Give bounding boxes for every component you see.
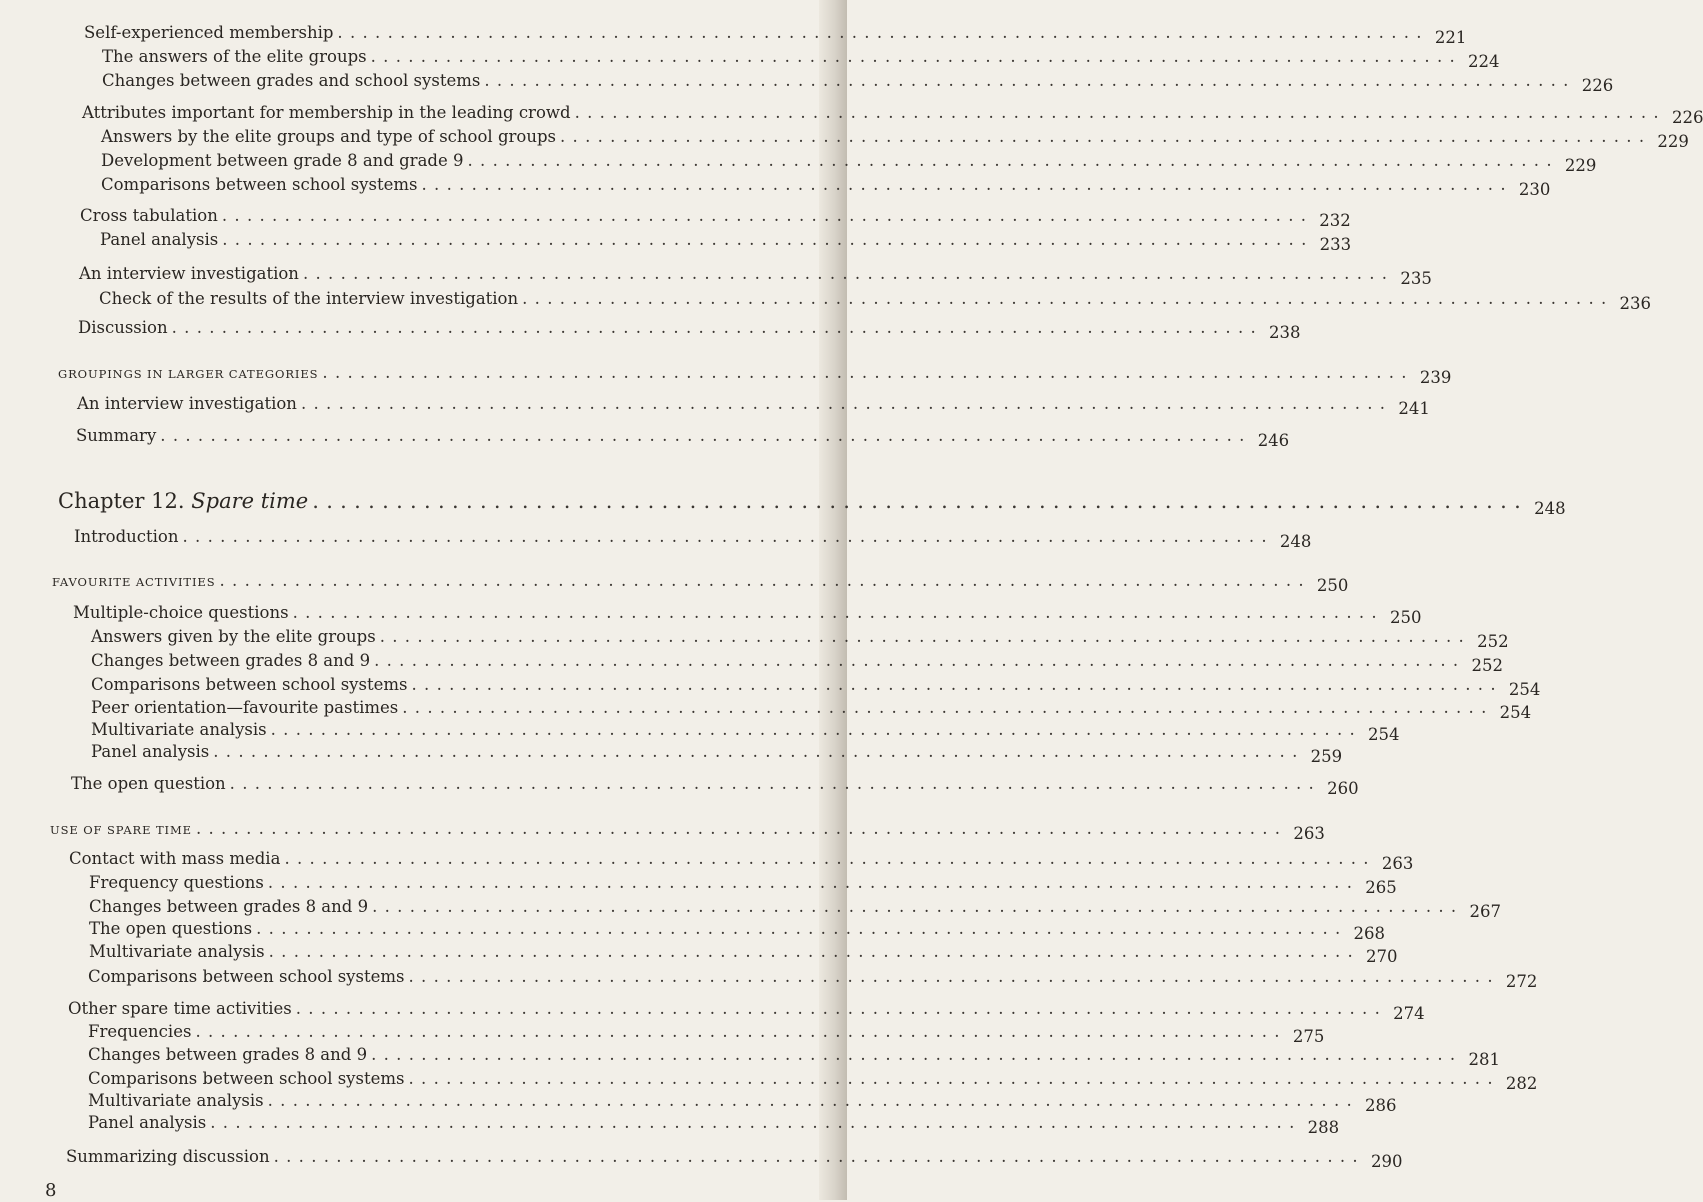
toc-entry-page: 282 [1505, 1074, 1538, 1093]
toc-entry-title: Discussion [78, 318, 168, 337]
dot-leader: ....................................................................................... [268, 942, 1361, 961]
toc-entry-page: 233 [1319, 235, 1352, 254]
toc-entry-page: 236 [1619, 294, 1652, 313]
toc-entry-title: Comparisons between school systems [101, 175, 418, 194]
dot-leader: ....................................................................................... [222, 230, 1314, 249]
toc-section-heading [52, 570, 1349, 595]
toc-entry [73, 602, 1422, 627]
dot-leader: ....................................................................................... [302, 264, 1395, 283]
toc-entry [89, 918, 1386, 943]
toc-entry-page: 250 [1316, 576, 1349, 595]
toc-entry-title: The answers of the elite groups [102, 47, 367, 66]
toc-entry-page: 229 [1564, 156, 1597, 175]
chapter-title [58, 490, 308, 512]
dot-leader: ....................................................................................... [522, 289, 1614, 308]
toc-entry-title: Changes between grades 8 and 9 [91, 651, 371, 670]
dot-leader: ....................................................................................... [408, 967, 1500, 986]
dot-leader: ....................................................................................... [221, 206, 1314, 225]
toc-entry-title: Answers by the elite groups and type of school groups [101, 127, 556, 146]
toc-entry-title: Summary [76, 426, 157, 445]
dot-leader: ....................................................................................... [574, 103, 1666, 122]
toc-entry-title: Answers given by the elite groups [91, 627, 376, 646]
toc-entry-title: Changes between grades and school systems [102, 71, 481, 90]
toc-entry-page: 254 [1508, 680, 1541, 699]
toc-entry-title: Multiple-choice questions [73, 603, 289, 622]
toc-entry-title: Check of the results of the interview investigation [99, 289, 519, 308]
dot-leader: ....................................................................................... [370, 47, 1463, 66]
toc-entry [69, 848, 1414, 873]
dot-leader: ....................................................................................... [402, 698, 1494, 717]
toc-entry-page: 275 [1292, 1027, 1325, 1046]
dot-leader: ....................................................................................... [229, 774, 1322, 793]
toc-entry [91, 626, 1509, 651]
toc-entry-title: Contact with mass media [69, 849, 281, 868]
dot-leader: ....................................................................................... [322, 363, 1414, 382]
toc-entry-title: Introduction [74, 527, 179, 546]
toc-entry-page: 239 [1419, 368, 1452, 387]
toc-entry [101, 126, 1689, 151]
toc-entry-title: Comparisons between school systems [88, 1069, 405, 1088]
toc-entry-title: Frequencies [88, 1022, 192, 1041]
toc-entry-title: GROUPINGS IN LARGER CATEGORIES [58, 367, 319, 381]
toc-entry-page: 252 [1477, 632, 1509, 651]
toc-entry [88, 1090, 1397, 1115]
toc-entry [82, 102, 1703, 127]
toc-entry-page: 248 [1279, 532, 1312, 551]
dot-leader: ....................................................................................... [213, 742, 1305, 761]
toc-entry [89, 896, 1501, 921]
toc-entry-page: 263 [1293, 824, 1325, 843]
toc-entry [91, 719, 1400, 744]
toc-entry [101, 150, 1597, 175]
dot-leader: ....................................................................................... [371, 1045, 1463, 1064]
toc-entry-page: 274 [1393, 1004, 1425, 1023]
toc-entry-title: Development between grade 8 and grade 9 [101, 151, 464, 170]
toc-entry-page: 229 [1657, 132, 1689, 151]
dot-leader: ....................................................................................... [210, 1113, 1302, 1132]
toc-entry-page: 263 [1381, 854, 1414, 873]
dot-leader: ....................................................................................... [467, 151, 1559, 170]
toc-entry [89, 941, 1398, 966]
toc-entry-page: 230 [1518, 180, 1551, 199]
toc-entry-page: 254 [1368, 725, 1400, 744]
dot-leader: ....................................................................................... [256, 919, 1348, 938]
dot-leader: ....................................................................................... [411, 675, 1503, 694]
toc-entry-page: 288 [1307, 1118, 1340, 1137]
toc-entry [88, 966, 1538, 991]
toc-entry [76, 425, 1290, 450]
toc-entry [102, 70, 1614, 95]
toc-entry-page: 254 [1499, 703, 1532, 722]
dot-leader: ....................................................................................... [292, 603, 1384, 622]
dot-leader: ....................................................................................... [408, 1069, 1500, 1088]
toc-entry [88, 1068, 1538, 1093]
toc-entry-title: Multivariate analysis [89, 942, 265, 961]
toc-entry-page: 235 [1400, 269, 1432, 288]
toc-entry-page: 246 [1257, 431, 1290, 450]
toc-entry-page: 248 [1534, 499, 1566, 518]
toc-section-heading [58, 362, 1452, 387]
toc-entry-page: 290 [1370, 1152, 1403, 1171]
dot-leader: ....................................................................................... [379, 627, 1472, 646]
dot-leader: ....................................................................................... [160, 426, 1252, 445]
chapter-number: Chapter 12. [58, 489, 185, 513]
dot-leader: ....................................................................................... [312, 489, 1529, 513]
toc-entry [101, 174, 1551, 199]
toc-entry-page: 286 [1365, 1096, 1397, 1115]
toc-entry-page: 267 [1469, 902, 1501, 921]
toc-entry-title: Frequency questions [89, 873, 264, 892]
toc-entry [84, 22, 1467, 47]
toc-entry-page: 250 [1389, 608, 1422, 627]
toc-entry [91, 697, 1532, 722]
toc-entry [66, 1146, 1403, 1171]
chapter-subtitle: Spare time [191, 489, 309, 513]
toc-entry-title: USE OF SPARE TIME [50, 823, 192, 837]
toc-entry-page: 265 [1365, 878, 1397, 897]
toc-entry-title: Panel analysis [88, 1113, 207, 1132]
toc-entry [80, 205, 1351, 230]
dot-leader: ....................................................................................... [219, 571, 1311, 590]
dot-leader: ....................................................................................... [273, 1147, 1365, 1166]
toc-entry [100, 229, 1352, 254]
toc-entry-page: 238 [1269, 323, 1301, 342]
dot-leader: ....................................................................................... [421, 175, 1513, 194]
toc-entry-page: 272 [1505, 972, 1538, 991]
toc-entry-title: The open questions [89, 919, 253, 938]
toc-entry [77, 393, 1430, 418]
toc-entry-title: Comparisons between school systems [88, 967, 405, 986]
toc-entry-page: 221 [1434, 28, 1467, 47]
toc-entry [91, 674, 1541, 699]
toc-entry [88, 1044, 1500, 1069]
dot-leader: ....................................................................................... [270, 720, 1363, 739]
toc-section-heading [50, 818, 1325, 843]
toc-entry [68, 998, 1425, 1023]
dot-leader: ....................................................................................... [374, 651, 1466, 670]
dot-leader: ....................................................................................... [295, 999, 1388, 1018]
toc-entry-title: An interview investigation [79, 264, 299, 283]
toc-entry-title: Attributes important for membership in the leading crowd [82, 103, 571, 122]
toc-entry-title: Comparisons between school systems [91, 675, 408, 694]
page-number: 8 [45, 1180, 57, 1201]
toc-entry-title: Other spare time activities [68, 999, 292, 1018]
toc-entry-title: Multivariate analysis [88, 1091, 264, 1110]
toc-entry-title: Cross tabulation [80, 206, 218, 225]
toc-entry-title: Changes between grades 8 and 9 [88, 1045, 368, 1064]
toc-entry [91, 650, 1503, 675]
dot-leader: ....................................................................................... [267, 1091, 1360, 1110]
dot-leader: ....................................................................................... [284, 849, 1376, 868]
dot-leader: ....................................................................................... [267, 873, 1360, 892]
toc-entry [99, 288, 1652, 313]
toc-entry-title: Panel analysis [100, 230, 219, 249]
toc-entry [88, 1021, 1325, 1046]
toc-entry [79, 263, 1432, 288]
chapter-heading [58, 489, 1566, 518]
dot-leader: ....................................................................................... [372, 897, 1464, 916]
toc-entry-title: Multivariate analysis [91, 720, 267, 739]
toc-entry [78, 317, 1301, 342]
toc-entry-page: 281 [1468, 1050, 1500, 1069]
toc-entry [89, 872, 1397, 897]
toc-entry-page: 224 [1468, 52, 1500, 71]
dot-leader: ....................................................................................... [182, 527, 1274, 546]
dot-leader: ....................................................................................... [300, 394, 1393, 413]
dot-leader: ....................................................................................... [195, 819, 1288, 838]
toc-entry-page: 226 [1671, 108, 1703, 127]
toc-entry-title: Self-experienced membership [84, 23, 334, 42]
toc-entry-page: 252 [1471, 656, 1503, 675]
toc-entry-title: FAVOURITE ACTIVITIES [52, 575, 216, 589]
toc-entry-page: 241 [1398, 399, 1430, 418]
toc-entry-page: 268 [1353, 924, 1386, 943]
toc-entry [102, 46, 1500, 71]
toc-entry [71, 773, 1359, 798]
toc-entry-page: 270 [1366, 947, 1398, 966]
dot-leader: ....................................................................................... [559, 127, 1652, 146]
dot-leader: ....................................................................................... [171, 318, 1264, 337]
dot-leader: ....................................................................................... [337, 23, 1429, 42]
toc-entry-title: An interview investigation [77, 394, 297, 413]
toc-entry-title: Peer orientation—favourite pastimes [91, 698, 399, 717]
dot-leader: ....................................................................................... [484, 71, 1576, 90]
toc-entry [74, 526, 1312, 551]
toc-entry-title: Changes between grades 8 and 9 [89, 897, 369, 916]
toc-entry-title: The open question [71, 774, 226, 793]
toc-entry [88, 1112, 1340, 1137]
toc-entry-title: Panel analysis [91, 742, 210, 761]
dot-leader: ....................................................................................... [195, 1022, 1287, 1041]
toc-entry-title: Summarizing discussion [66, 1147, 270, 1166]
toc-entry-page: 259 [1310, 747, 1343, 766]
toc-entry-page: 232 [1319, 211, 1351, 230]
toc-entry-page: 226 [1581, 76, 1614, 95]
toc-entry-page: 260 [1327, 779, 1359, 798]
toc-entry [91, 741, 1343, 766]
